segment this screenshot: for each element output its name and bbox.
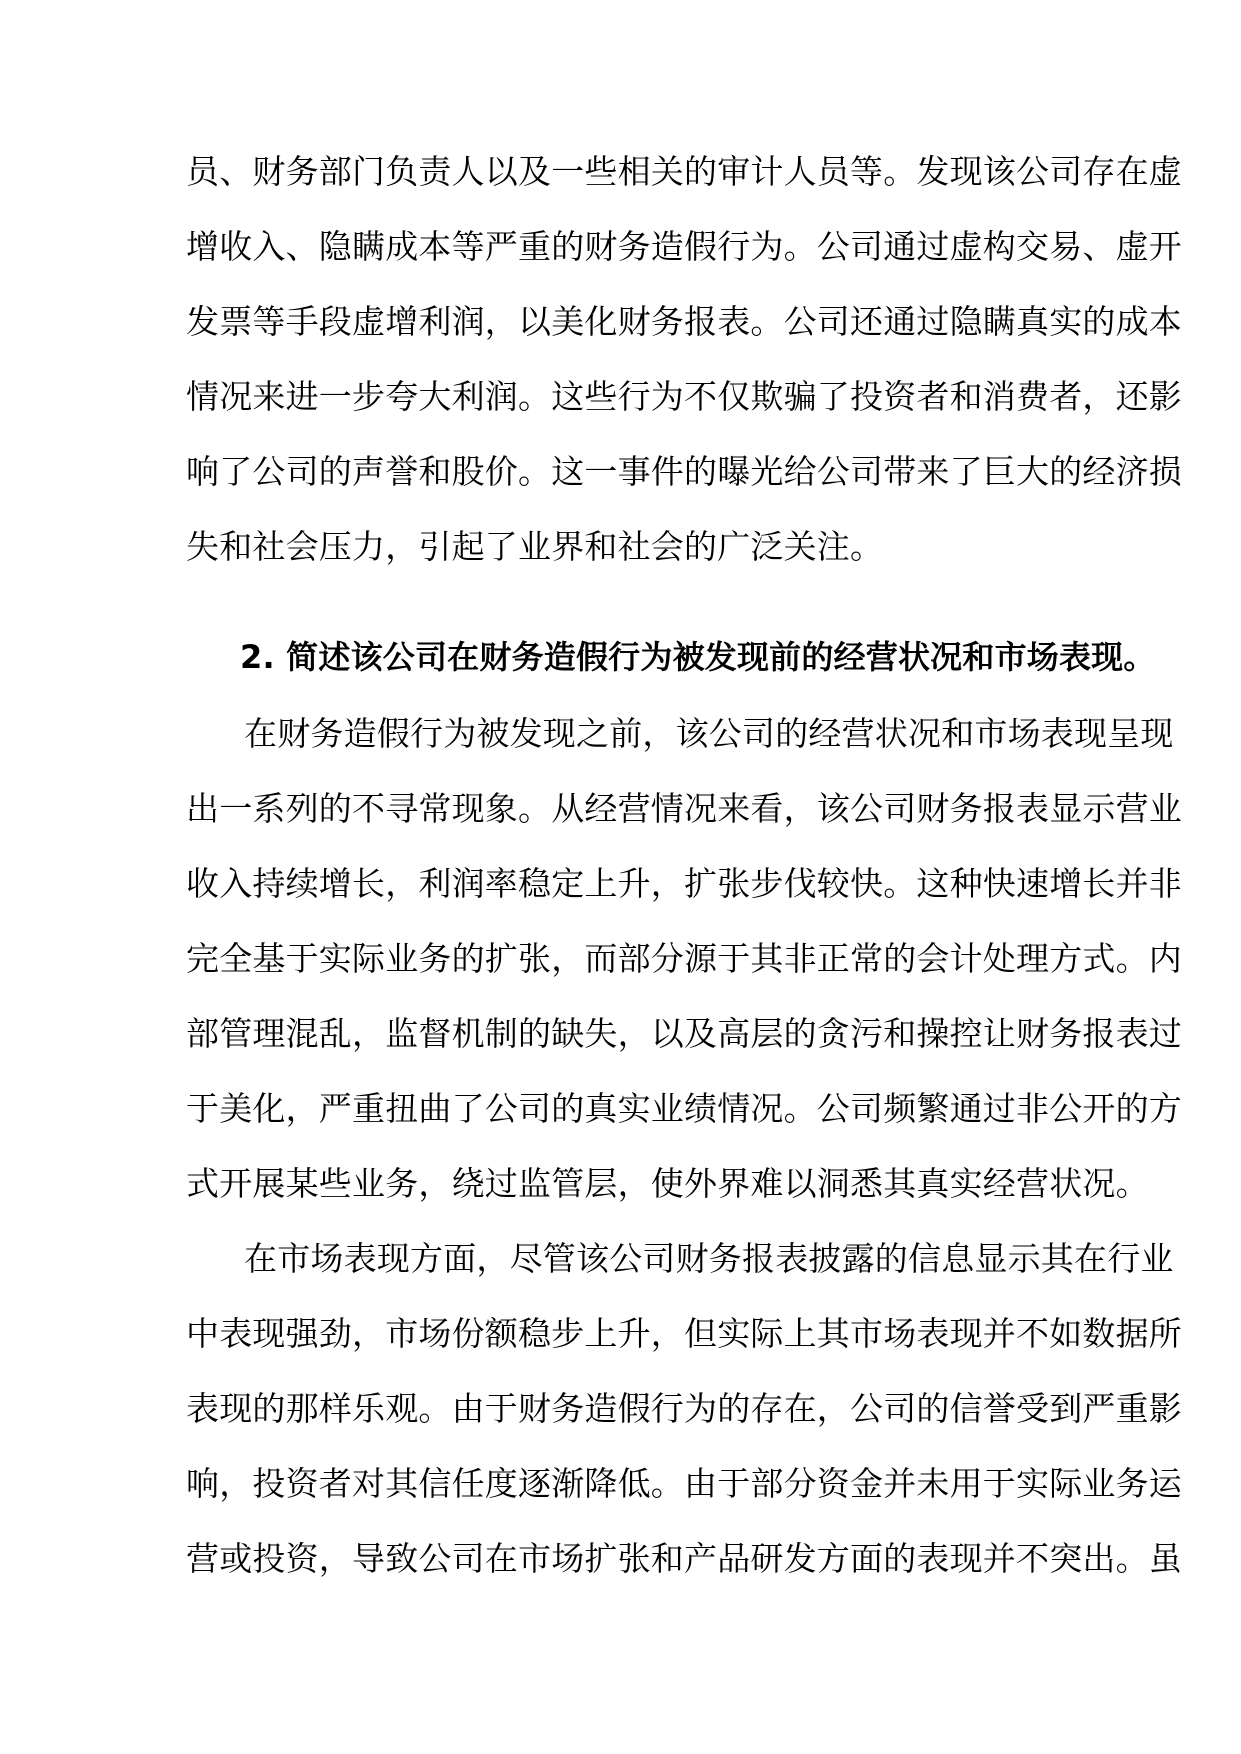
paragraph-line: 部管理混乱，监督机制的缺失，以及高层的贪污和操控让财务报表过 [186, 1014, 1182, 1053]
paragraph-line: 收入持续增长，利润率稳定上升，扩张步伐较快。这种快速增长并非 [186, 864, 1182, 903]
paragraph-line: 响了公司的声誉和股价。这一事件的曝光给公司带来了巨大的经济损 [186, 452, 1182, 491]
section-heading [240, 620, 1156, 695]
paragraph-line: 营或投资，导致公司在市场扩张和产品研发方面的表现并不突出。虽 [186, 1539, 1182, 1578]
paragraph-line: 响，投资者对其信任度逐渐降低。由于部分资金并未用于实际业务运 [186, 1464, 1182, 1503]
paragraph-line: 情况来进一步夸大利润。这些行为不仅欺骗了投资者和消费者，还影 [186, 377, 1182, 416]
paragraph-line: 增收入、隐瞒成本等严重的财务造假行为。公司通过虚构交易、虚开 [186, 227, 1182, 266]
paragraph-line: 于美化，严重扭曲了公司的真实业绩情况。公司频繁通过非公开的方 [186, 1089, 1182, 1128]
paragraph-line: 在市场表现方面，尽管该公司财务报表披露的信息显示其在行业 [244, 1239, 1174, 1278]
paragraph-line: 式开展某些业务，绕过监管层，使外界难以洞悉其真实经营状况。 [186, 1164, 1149, 1203]
paragraph-line: 在财务造假行为被发现之前，该公司的经营状况和市场表现呈现 [244, 714, 1174, 753]
paragraph-line: 完全基于实际业务的扩张，而部分源于其非正常的会计处理方式。内 [186, 939, 1182, 978]
paragraph-line: 员、财务部门负责人以及一些相关的审计人员等。发现该公司存在虚 [186, 152, 1182, 191]
heading-text: 2. 简述该公司在财务造假行为被发现前的经营状况和市场表现。 [240, 638, 1156, 676]
paragraph-3 [186, 1221, 1182, 1596]
paragraph-line: 中表现强劲，市场份额稳步上升，但实际上其市场表现并不如数据所 [186, 1314, 1182, 1353]
paragraph-line: 出一系列的不寻常现象。从经营情况来看，该公司财务报表显示营业 [186, 789, 1182, 828]
paragraph-line: 失和社会压力，引起了业界和社会的广泛关注。 [186, 527, 884, 566]
paragraph-line: 发票等手段虚增利润，以美化财务报表。公司还通过隐瞒真实的成本 [186, 302, 1182, 341]
paragraph-2 [186, 696, 1182, 1221]
paragraph-line: 表现的那样乐观。由于财务造假行为的存在，公司的信誉受到严重影 [186, 1389, 1182, 1428]
paragraph-1 [186, 134, 1182, 584]
